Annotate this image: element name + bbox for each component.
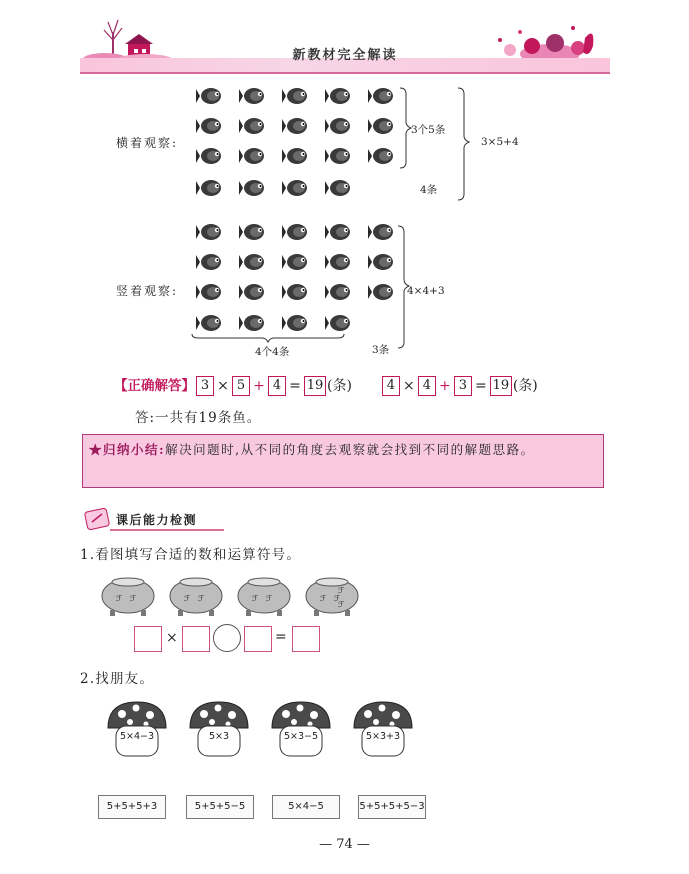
fish-icon [196, 116, 224, 136]
fish-icon [368, 116, 396, 136]
fish-icon [282, 222, 310, 242]
brace-label-columns: 4个4条 [255, 346, 290, 358]
operator-plus: + [438, 378, 451, 394]
fish-icon [196, 146, 224, 166]
fish-bowl-icon [100, 574, 156, 618]
mushroom-icon [350, 698, 416, 760]
fish-icon [325, 116, 353, 136]
answer-box-result2: 19 [490, 376, 512, 396]
svg-text:ℱ: ℱ [338, 600, 345, 609]
fish-icon [325, 178, 353, 198]
fish-icon [196, 252, 224, 272]
fish-icon [239, 282, 267, 302]
answer-box-c2: 3 [454, 376, 472, 396]
summary-box [82, 434, 604, 488]
fish-icon [196, 282, 224, 302]
header-title: 新教材完全解读 [292, 48, 398, 63]
answer-box-result1: 19 [304, 376, 326, 396]
fish-icon [282, 282, 310, 302]
answer-box-b1: 5 [232, 376, 250, 396]
mushroom-label: 5×3+3 [365, 731, 401, 742]
svg-text:ℱ: ℱ [266, 594, 273, 603]
fish-icon [368, 146, 396, 166]
fish-icon [368, 282, 396, 302]
fish-icon [325, 222, 353, 242]
fish-icon [325, 146, 353, 166]
svg-text:ℱ: ℱ [116, 594, 123, 603]
answer-line [114, 374, 538, 396]
fish-icon [196, 178, 224, 198]
expression-vertical: 4×4+3 [407, 285, 445, 297]
mushroom-icon [186, 698, 252, 760]
svg-text:ℱ: ℱ [334, 594, 341, 603]
expression-card[interactable]: 5×4−5 [272, 795, 340, 819]
blank-operator-circle[interactable] [213, 624, 241, 652]
fish-icon [368, 222, 396, 242]
section-title: 课后能力检测 [116, 513, 198, 527]
summary-lead: ★归纳小结: [89, 442, 166, 457]
svg-text:ℱ: ℱ [338, 586, 345, 595]
question-1: 1.看图填写合适的数和运算符号。 [80, 547, 302, 563]
fish-bowl-icon [236, 574, 292, 618]
expression-card[interactable]: 5+5+5+3 [98, 795, 166, 819]
fish-icon [368, 86, 396, 106]
answer-unit: (条) [512, 378, 538, 394]
fish-icon [239, 178, 267, 198]
observe-horizontal-label: 横着观察: [116, 136, 179, 150]
fish-icon [325, 252, 353, 272]
mushroom-label: 5×3−5 [283, 731, 319, 742]
mushroom-label: 5×3 [208, 731, 230, 742]
brace-label-rows: 3个5条 [411, 124, 446, 136]
fish-icon [196, 222, 224, 242]
page-header [80, 10, 610, 78]
operator-equals: = [289, 378, 301, 394]
answer-box-a2: 4 [382, 376, 400, 396]
fish-icon [325, 282, 353, 302]
page-number: — 74 — [319, 837, 370, 852]
answer-label: 【正确解答】 [114, 378, 195, 394]
final-answer: 答:一共有19条鱼。 [135, 410, 262, 426]
fish-icon [239, 313, 267, 333]
svg-text:ℱ: ℱ [184, 594, 191, 603]
section-header [84, 506, 234, 532]
fish-icon [196, 313, 224, 333]
mushroom-label: 5×4−3 [119, 731, 155, 742]
fish-icon [325, 313, 353, 333]
blank-box-2[interactable] [182, 626, 210, 652]
expression-horizontal: 3×5+4 [481, 136, 519, 148]
fish-icon [368, 252, 396, 272]
operator-times: × [402, 378, 415, 394]
svg-text:ℱ: ℱ [320, 594, 327, 603]
brace-label-bottom: 4条 [420, 184, 438, 196]
answer-box-c1: 4 [268, 376, 286, 396]
question-2: 2.找朋友。 [80, 671, 155, 687]
answer-box-b2: 4 [418, 376, 436, 396]
brace-label-extra: 3条 [372, 344, 390, 356]
answer-box-a1: 3 [196, 376, 214, 396]
blank-box-3[interactable] [244, 626, 272, 652]
fish-icon [282, 146, 310, 166]
mushroom-icon [104, 698, 170, 760]
summary-text: 解决问题时,从不同的角度去观察就会找到不同的解题思路。 [165, 442, 535, 457]
fish-icon [282, 86, 310, 106]
blank-box-4[interactable] [292, 626, 320, 652]
operator-times: × [217, 378, 229, 394]
svg-text:ℱ: ℱ [198, 594, 205, 603]
fish-icon [239, 86, 267, 106]
fish-bowl-icon [304, 574, 360, 618]
svg-text:ℱ: ℱ [130, 594, 137, 603]
observe-vertical-label: 竖着观察: [116, 284, 179, 298]
answer-unit: (条) [327, 378, 352, 394]
blank-box-1[interactable] [134, 626, 162, 652]
fish-icon [282, 178, 310, 198]
fish-icon [196, 86, 224, 106]
operator-plus: + [253, 378, 265, 394]
fish-icon [239, 116, 267, 136]
fish-icon [239, 252, 267, 272]
mushroom-icon [268, 698, 334, 760]
fish-icon [239, 146, 267, 166]
q1-equals: = [275, 629, 287, 645]
fish-icon [282, 116, 310, 136]
fish-icon [282, 252, 310, 272]
expression-card[interactable]: 5+5+5−5 [186, 795, 254, 819]
expression-card[interactable]: 5+5+5+5−3 [358, 795, 426, 819]
fish-bowl-icon [168, 574, 224, 618]
fish-icon [282, 313, 310, 333]
fish-icon [325, 86, 353, 106]
svg-text:ℱ: ℱ [252, 594, 259, 603]
q1-times: × [166, 630, 178, 646]
fish-icon [239, 222, 267, 242]
operator-equals: = [474, 378, 487, 394]
